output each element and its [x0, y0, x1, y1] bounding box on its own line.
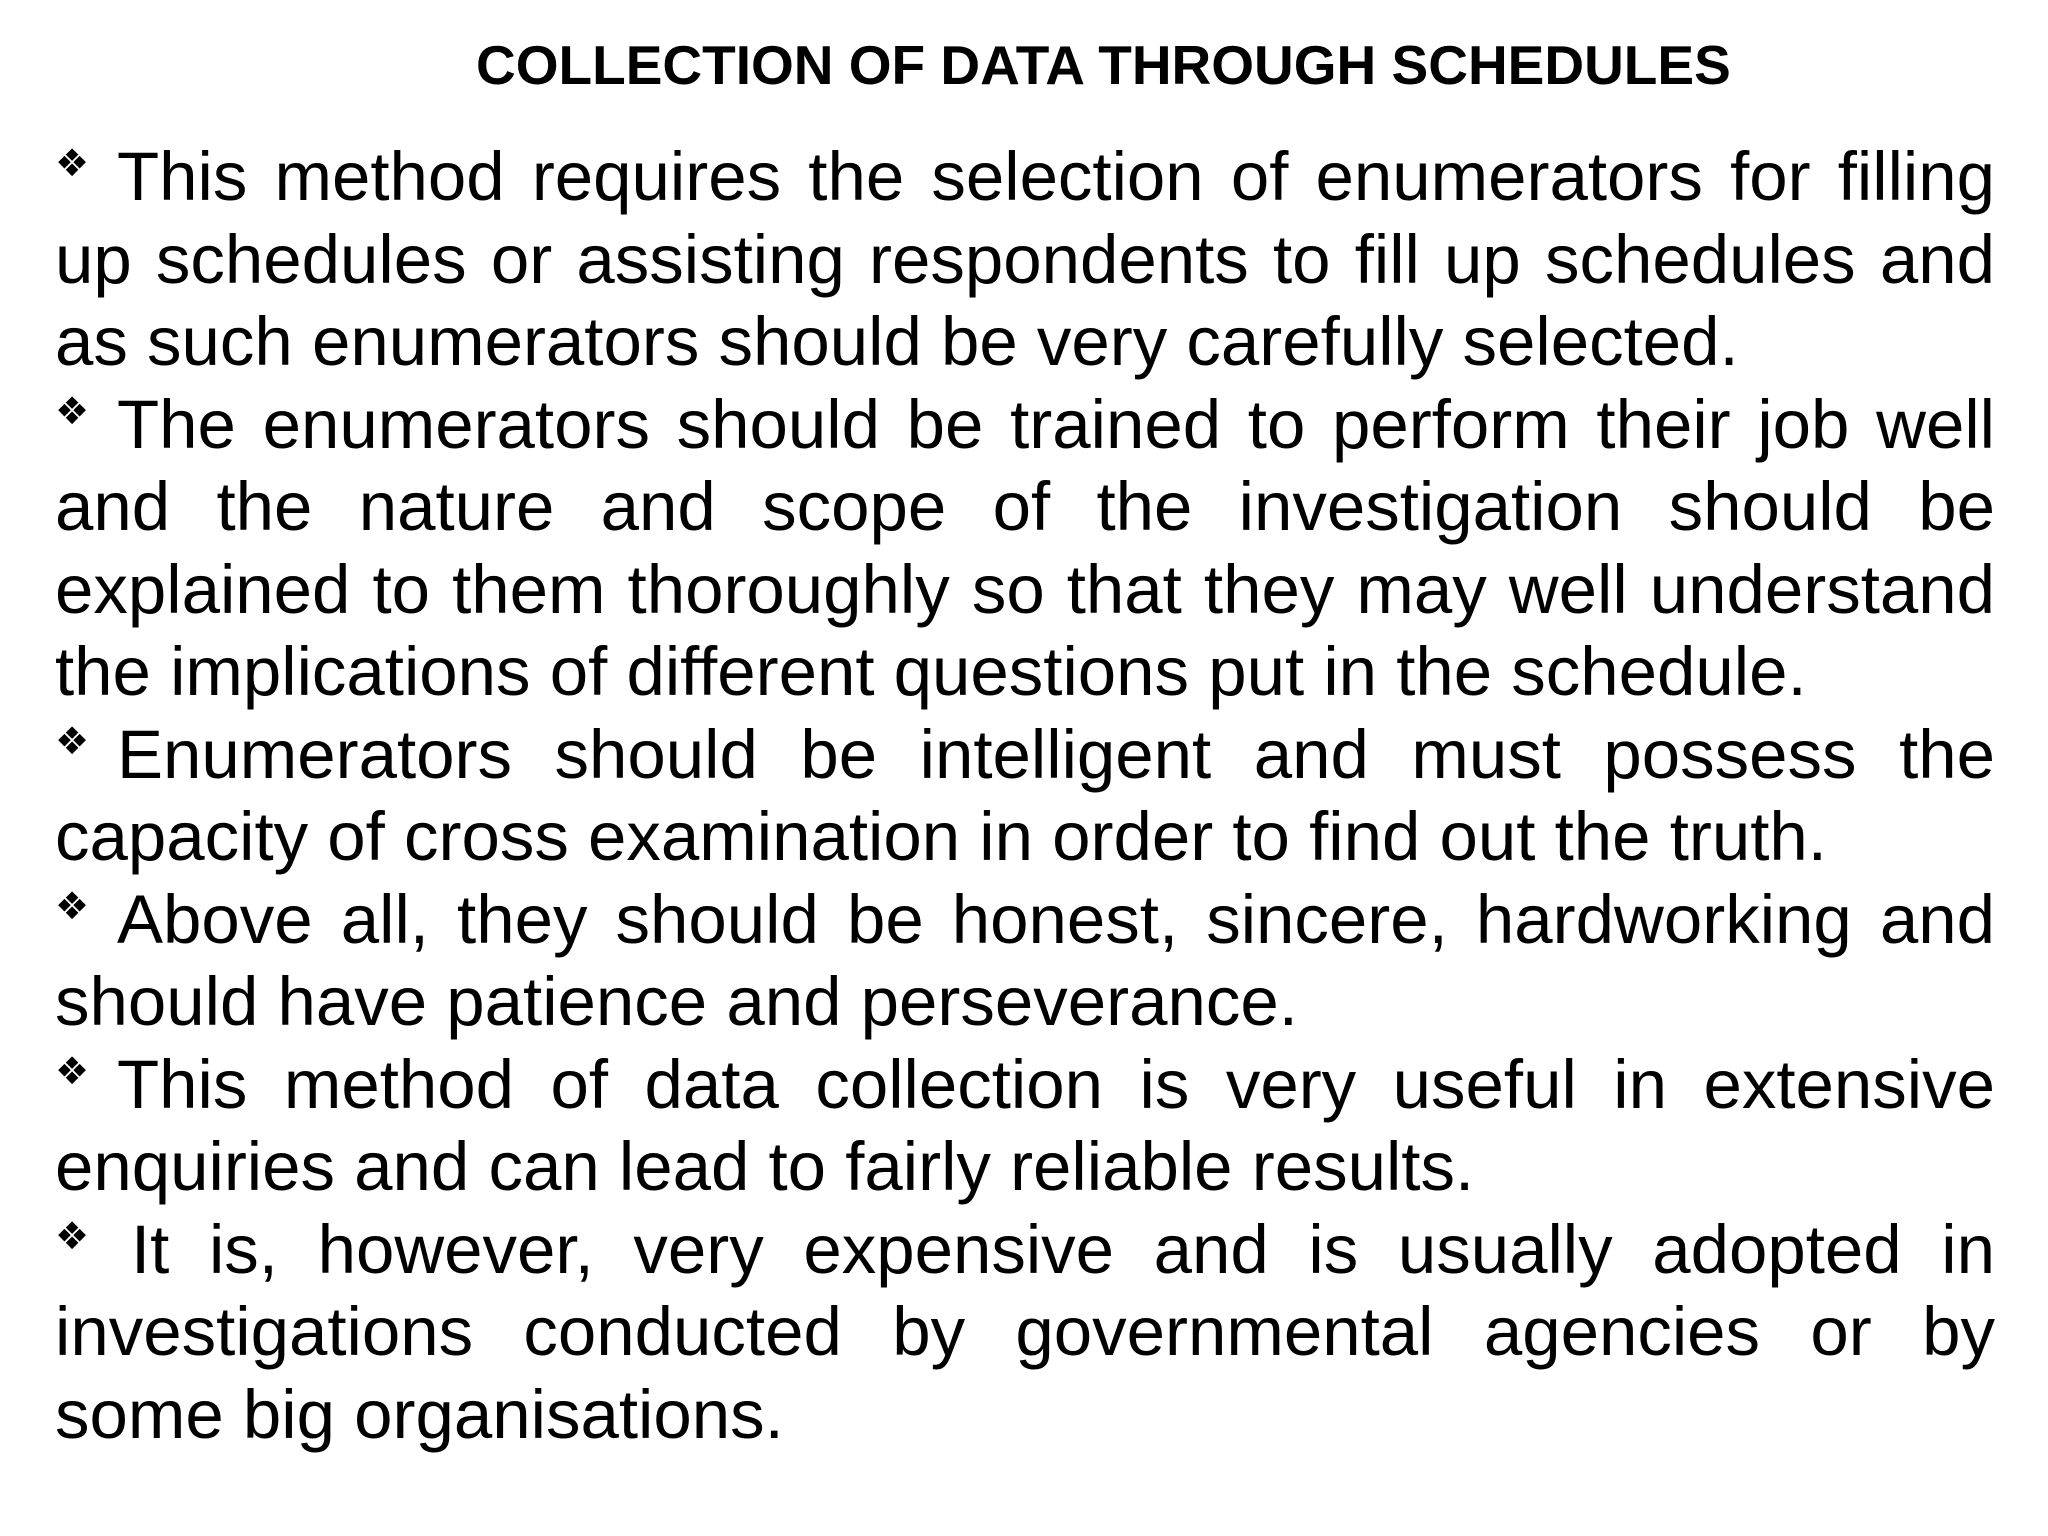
- bullet-point: [55, 1209, 1995, 1457]
- four-diamond-bullet-icon: ❖: [55, 388, 90, 433]
- bullet-point: [55, 1044, 1995, 1209]
- bullet-text: This method of data collection is very useful in extensive enquiries and can lead to fairly reliable results.: [55, 1045, 1995, 1205]
- bullet-text: It is, however, very expensive and is usually adopted in investigations conducted by governmental agencies or by some big organisations.: [55, 1210, 1995, 1453]
- bullet-point: [55, 136, 1995, 384]
- four-diamond-bullet-icon: ❖: [55, 141, 90, 186]
- slide-title: COLLECTION OF DATA THROUGH SCHEDULES: [476, 34, 1731, 96]
- four-diamond-bullet-icon: ❖: [55, 883, 90, 928]
- bullet-list: [55, 136, 1995, 1456]
- bullet-point: [55, 714, 1995, 879]
- four-diamond-bullet-icon: ❖: [55, 718, 90, 763]
- bullet-text: The enumerators should be trained to perform their job well and the nature and scope of the investigation should be explained to them thoroughly so that they may well understand the implications of different questions put in the schedule.: [55, 385, 1995, 710]
- bullet-text: Enumerators should be intelligent and must possess the capacity of cross examination in order to find out the truth.: [55, 715, 1995, 875]
- bullet-text: Above all, they should be honest, sincere, hardworking and should have patience and perseverance.: [55, 880, 1995, 1040]
- four-diamond-bullet-icon: ❖: [55, 1048, 90, 1093]
- four-diamond-bullet-icon: ❖: [55, 1213, 90, 1258]
- bullet-point: [55, 879, 1995, 1044]
- bullet-point: [55, 384, 1995, 714]
- bullet-text: This method requires the selection of enumerators for filling up schedules or assisting respondents to fill up schedules and as such enumerators should be very carefully selected.: [55, 138, 1995, 380]
